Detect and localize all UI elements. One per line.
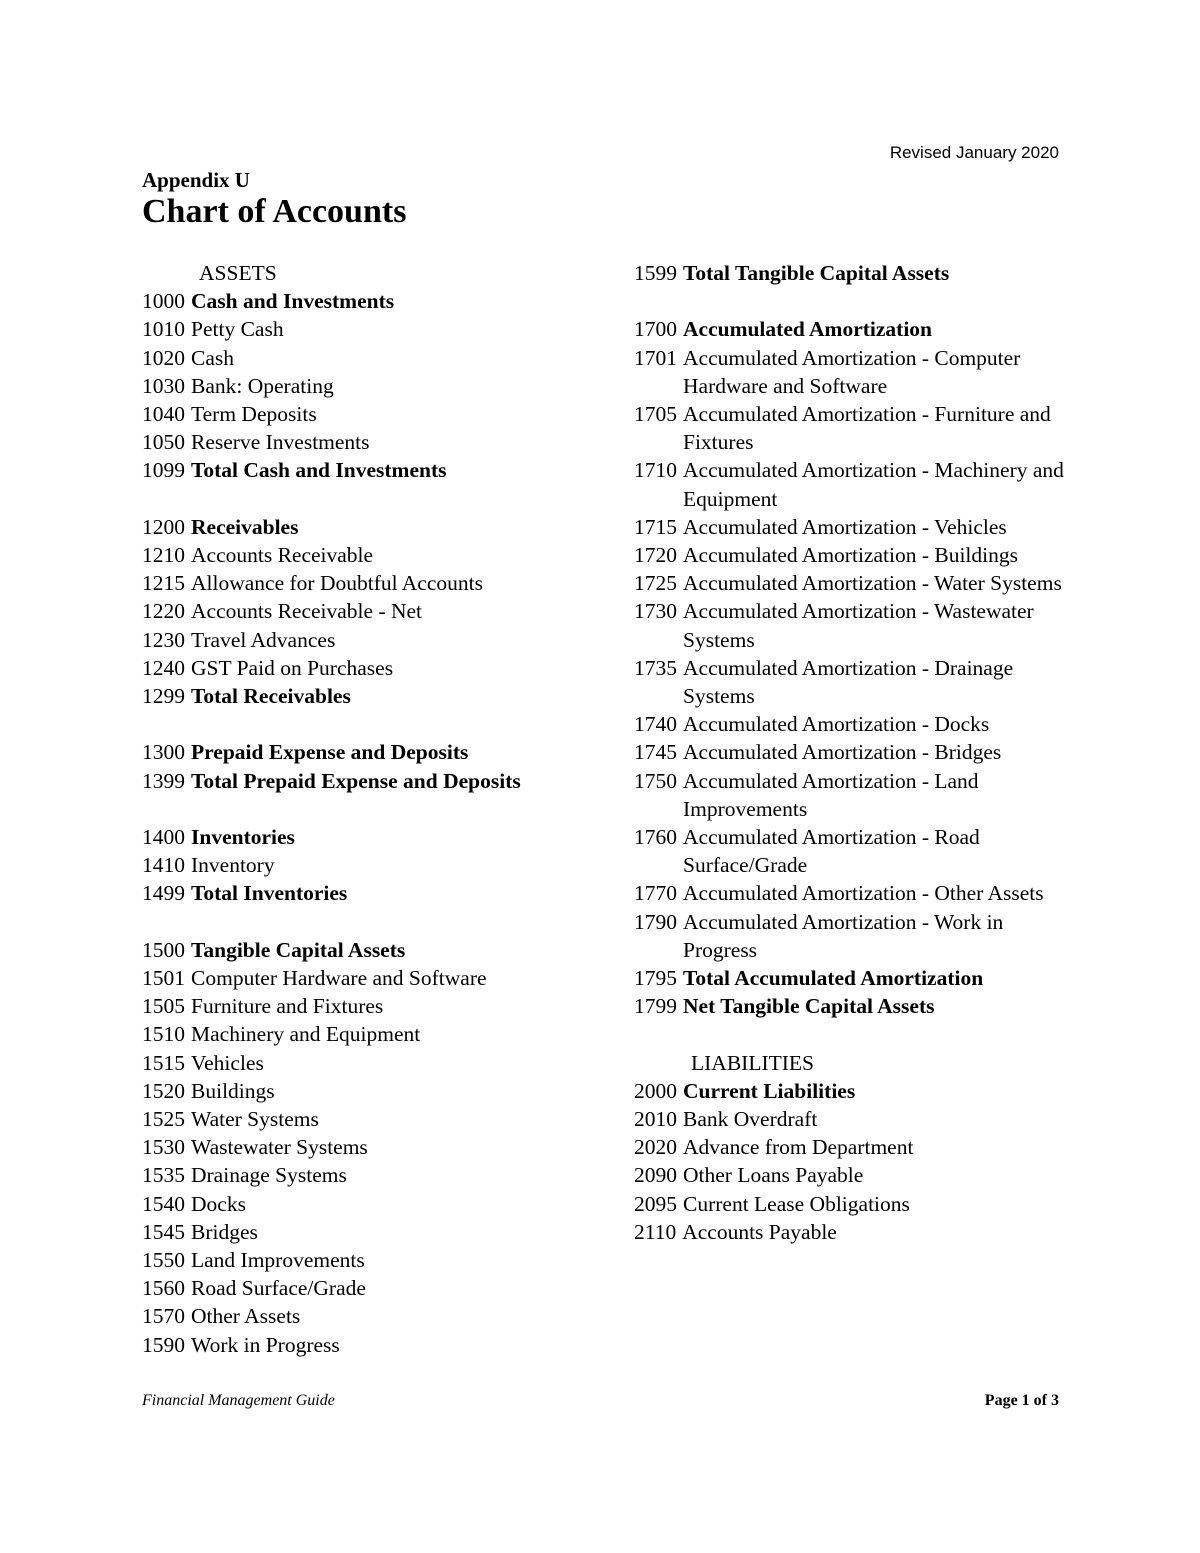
account-name: Travel Advances [191,627,336,652]
account-row [142,541,602,569]
account-name: Accumulated Amortization - Land Improvements [683,768,979,821]
account-row [634,513,1074,541]
account-row [634,569,1074,597]
account-row [142,879,602,907]
account-code: 1240 [142,655,185,680]
account-name: Vehicles [191,1050,264,1075]
account-name: Total Receivables [191,684,351,709]
account-row [142,456,602,484]
account-name: Computer Hardware and Software [191,966,487,991]
account-name-continuation: Hardware and Software [683,373,888,398]
account-row [634,908,1074,964]
account-row [142,372,602,400]
account-name: Accumulated Amortization [683,317,933,342]
account-code: 1505 [142,994,185,1019]
account-name: Cash [191,345,234,370]
account-code: 2010 [634,1107,677,1132]
account-name: Accumulated Amortization - Docks [683,712,990,737]
account-name: Accumulated Amortization - Road Surface/Grade [683,825,980,878]
account-code: 2020 [634,1135,677,1160]
account-name: Term Deposits [191,402,317,427]
account-name: Furniture and Fixtures [191,994,384,1019]
account-code: 1000 [142,289,185,314]
account-row [142,1133,602,1161]
account-row [634,1105,1074,1133]
account-name: Other Assets [191,1304,301,1329]
account-code: 2090 [634,1163,677,1188]
account-name: Bank Overdraft [683,1107,818,1132]
account-name: Other Loans Payable [683,1163,864,1188]
left-account-column [142,259,602,1359]
account-name: Total Inventories [191,881,348,906]
account-name: Accumulated Amortization - Other Assets [683,881,1044,906]
account-code: 1545 [142,1219,185,1244]
account-name: Road Surface/Grade [191,1276,366,1301]
account-row [142,1020,602,1048]
account-name: Accumulated Amortization - Work in Progress [683,909,1004,962]
account-row [142,626,602,654]
account-name: Accumulated Amortization - Furniture and Fixtures [683,402,1051,455]
account-code: 1515 [142,1050,185,1075]
account-row [634,315,1074,343]
account-code: 1750 [634,768,677,793]
account-code: 1570 [142,1304,185,1329]
account-row [634,344,1074,400]
account-name: GST Paid on Purchases [191,655,394,680]
account-code: 1760 [634,825,677,850]
account-row [634,1161,1074,1189]
account-row [634,823,1074,879]
account-row [142,315,602,343]
account-code: 1020 [142,345,185,370]
account-code: 1040 [142,402,185,427]
account-code: 1540 [142,1191,185,1216]
account-code: 1725 [634,571,677,596]
account-name: Buildings [191,1078,275,1103]
account-code: 1050 [142,430,185,455]
account-name: Reserve Investments [191,430,370,455]
account-name: Accounts Receivable - Net [191,599,423,624]
account-name: Tangible Capital Assets [191,937,406,962]
account-row [142,287,602,315]
account-row [634,597,1074,653]
account-code: 1790 [634,909,677,934]
account-name: Total Accumulated Amortization [683,966,984,991]
account-row [142,823,602,851]
account-name: Receivables [191,514,299,539]
account-code: 1210 [142,543,185,568]
account-name: Petty Cash [191,317,284,342]
account-name-block [683,344,1020,400]
account-code: 1550 [142,1248,185,1273]
account-row [634,710,1074,738]
account-code: 1715 [634,514,677,539]
account-row [142,1218,602,1246]
account-name: Inventory [191,853,275,878]
account-row [634,964,1074,992]
account-row [142,1190,602,1218]
account-code: 1710 [634,458,677,483]
account-name: Bank: Operating [191,373,334,398]
right-account-column [634,259,1074,1246]
account-name: Cash and Investments [191,289,395,314]
account-row [634,738,1074,766]
account-row [634,1133,1074,1161]
account-name: Accumulated Amortization - Bridges [683,740,1002,765]
account-row [142,1302,602,1330]
account-row [142,992,602,1020]
account-code: 1535 [142,1163,185,1188]
account-row [142,1161,602,1189]
account-code: 1300 [142,740,185,765]
account-row [634,1190,1074,1218]
account-code: 1745 [634,740,677,765]
spacer-row [634,287,1074,315]
account-name: Accumulated Amortization - Drainage Systems [683,655,1014,709]
account-code: 1530 [142,1135,185,1160]
account-code: 1720 [634,543,677,568]
account-code: 1410 [142,853,185,878]
account-name: Land Improvements [191,1248,365,1273]
account-code: 1400 [142,825,185,850]
account-code: 1215 [142,571,185,596]
account-row [142,569,602,597]
account-row [142,767,602,795]
account-row [142,513,602,541]
account-code: 1520 [142,1078,185,1103]
account-code: 1510 [142,1022,185,1047]
account-name: Water Systems [191,1107,319,1132]
account-code: 1500 [142,937,185,962]
account-code: 1560 [142,1276,185,1301]
account-row [142,1105,602,1133]
account-name: Advance from Department [683,1135,914,1160]
account-name: Accounts Receivable [191,543,374,568]
account-code: 1499 [142,881,185,906]
account-row [634,456,1074,512]
account-name: Accumulated Amortization - Water Systems [683,571,1062,596]
account-row [142,344,602,372]
account-name: Wastewater Systems [191,1135,368,1160]
account-code: 1010 [142,317,185,342]
account-name: Accumulated Amortization - Buildings [683,543,1018,568]
account-row [634,654,1074,710]
account-name: Machinery and Equipment [191,1022,421,1047]
account-row [634,1218,1074,1246]
account-row [634,992,1074,1020]
account-row [142,682,602,710]
account-row [142,1246,602,1274]
account-name: Total Tangible Capital Assets [683,261,950,285]
account-name: Accumulated Amortization - Computer [683,345,1021,370]
account-row [142,654,602,682]
account-code: 1799 [634,994,677,1019]
account-name: Total Prepaid Expense and Deposits [191,768,521,793]
account-row [634,1077,1074,1105]
account-code: 1700 [634,317,677,342]
account-name: Accounts Payable [682,1219,837,1244]
account-code: 1740 [634,712,677,737]
account-row [634,259,1074,287]
account-name: Accumulated Amortization - Vehicles [683,514,1007,539]
spacer-row [634,1020,1074,1048]
footer-page-number: Page 1 of 3 [984,1392,1059,1409]
account-row [142,597,602,625]
footer-guide-name: Financial Management Guide [142,1392,335,1409]
account-row [142,1049,602,1077]
account-code: 1099 [142,458,185,483]
account-row [142,1331,602,1359]
account-name: Accumulated Amortization - Machinery and Equipment [683,458,1064,511]
spacer-row [142,485,602,513]
account-code: 1599 [634,261,677,285]
section-heading [634,1049,1074,1077]
account-name: Bridges [191,1219,258,1244]
account-code: 1705 [634,402,677,426]
account-row [634,879,1074,907]
account-name: Total Cash and Investments [191,458,447,483]
account-name: Inventories [191,825,295,850]
account-name: Net Tangible Capital Assets [683,994,935,1019]
account-name: Work in Progress [191,1332,340,1357]
account-row [142,851,602,879]
account-name: Drainage Systems [191,1163,347,1188]
account-name: Docks [191,1191,246,1216]
account-code: 1501 [142,966,185,991]
account-code: 2000 [634,1078,677,1103]
section-heading-label: LIABILITIES [691,1050,814,1075]
account-row [142,1274,602,1302]
account-code: 1701 [634,345,677,370]
revised-date: Revised January 2020 [889,143,1059,162]
account-row [142,428,602,456]
account-code: 1299 [142,684,185,709]
account-row [634,767,1074,823]
account-code: 2095 [634,1191,677,1216]
account-row [142,936,602,964]
page-title: Chart of Accounts [142,193,407,230]
account-name: Current Liabilities [683,1078,856,1103]
account-code: 1230 [142,627,185,652]
account-row [142,738,602,766]
account-code: 1399 [142,768,185,793]
account-code: 1735 [634,655,677,680]
account-code: 2110 [634,1219,677,1244]
account-name: Prepaid Expense and Deposits [191,740,469,765]
account-code: 1200 [142,514,185,539]
account-name: Current Lease Obligations [683,1191,910,1216]
account-row [142,1077,602,1105]
account-code: 1770 [634,881,677,906]
appendix-label: Appendix U [142,168,250,192]
account-code: 1730 [634,599,677,624]
account-row [142,400,602,428]
section-heading [142,259,602,287]
account-row [634,541,1074,569]
account-code: 1030 [142,373,185,398]
account-row [634,400,1074,456]
account-code: 1220 [142,599,185,624]
spacer-row [142,795,602,823]
account-name: Allowance for Doubtful Accounts [191,571,483,596]
account-name: Accumulated Amortization - Wastewater Systems [683,599,1034,652]
account-row [142,964,602,992]
spacer-row [142,908,602,936]
account-code: 1590 [142,1332,185,1357]
account-code: 1525 [142,1107,185,1132]
section-heading-label: ASSETS [199,261,277,285]
account-code: 1795 [634,966,677,991]
spacer-row [142,710,602,738]
